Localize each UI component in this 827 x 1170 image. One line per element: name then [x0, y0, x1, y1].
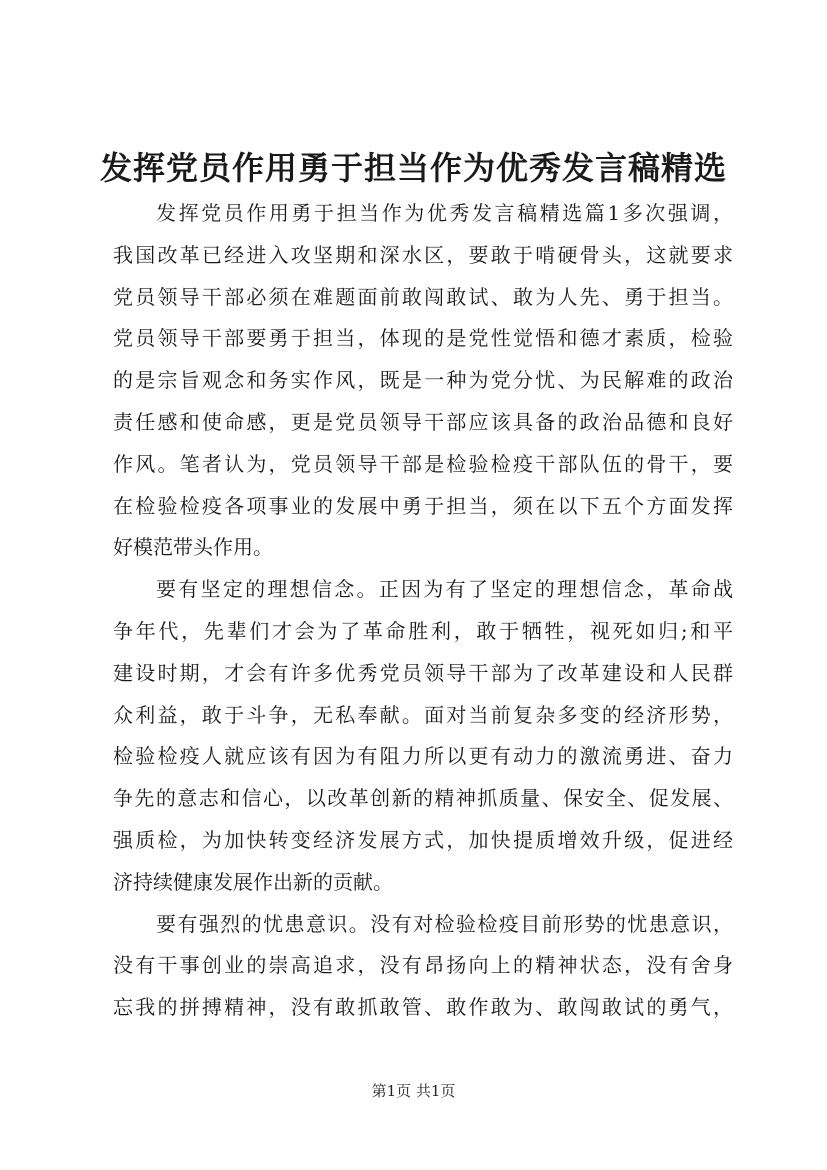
text-line: 党员领导干部要勇于担当，体现的是党性觉悟和德才素质，检验: [113, 326, 733, 351]
text-line: 众利益，敢于斗争，无私奉献。面对当前复杂多变的经济形势，: [113, 702, 733, 727]
text-line: 的是宗旨观念和务实作风，既是一种为党分忧、为民解难的政治: [113, 368, 733, 393]
text-line: 我国改革已经进入攻坚期和深水区，要敢于啃硬骨头，这就要求: [113, 242, 733, 267]
text-line: 争年代，先辈们才会为了革命胜利，敢于牺牲，视死如归;和平: [113, 618, 733, 643]
text-line: 作风。笔者认为，党员领导干部是检验检疫干部队伍的骨干，要: [113, 451, 733, 476]
text-line: 建设时期，才会有许多优秀党员领导干部为了改革建设和人民群: [113, 660, 733, 685]
text-line: 忘我的拼搏精神，没有敢抓敢管、敢作敢为、敢闯敢试的勇气，: [113, 995, 733, 1020]
text-line: 要有强烈的忧患意识。没有对检验检疫目前形势的忧患意识，: [156, 911, 733, 936]
text-line: 发挥党员作用勇于担当作为优秀发言稿精选篇1多次强调，: [156, 201, 733, 225]
text-line: 在检验检疫各项事业的发展中勇于担当，须在以下五个方面发挥: [113, 493, 733, 518]
paragraph-2: [113, 569, 733, 903]
document-body: [113, 193, 733, 1029]
text-line: 济持续健康发展作出新的贡献。: [113, 869, 393, 894]
paragraph-3: [113, 904, 733, 1029]
document-title: 发挥党员作用勇于担当作为优秀发言稿精选: [99, 149, 727, 187]
text-line: 好模范带头作用。: [113, 535, 273, 560]
text-line: 责任感和使命感，更是党员领导干部应该具备的政治品德和良好: [113, 409, 733, 434]
text-line: 党员领导干部必须在难题面前敢闯敢试、敢为人先、勇于担当。: [113, 284, 733, 309]
text-line: 强质检，为加快转变经济发展方式，加快提质增效升级，促进经: [113, 827, 733, 852]
text-line: 要有坚定的理想信念。正因为有了坚定的理想信念，革命战: [156, 577, 733, 602]
paragraph-1: [113, 193, 733, 569]
text-line: 争先的意志和信心，以改革创新的精神抓质量、保安全、促发展、: [113, 786, 733, 811]
page-footer: 第1页 共1页: [371, 1082, 456, 1100]
text-line: 检验检疫人就应该有因为有阻力所以更有动力的激流勇进、奋力: [113, 744, 733, 769]
text-line: 没有干事创业的崇高追求，没有昂扬向上的精神状态，没有舍身: [113, 953, 733, 978]
